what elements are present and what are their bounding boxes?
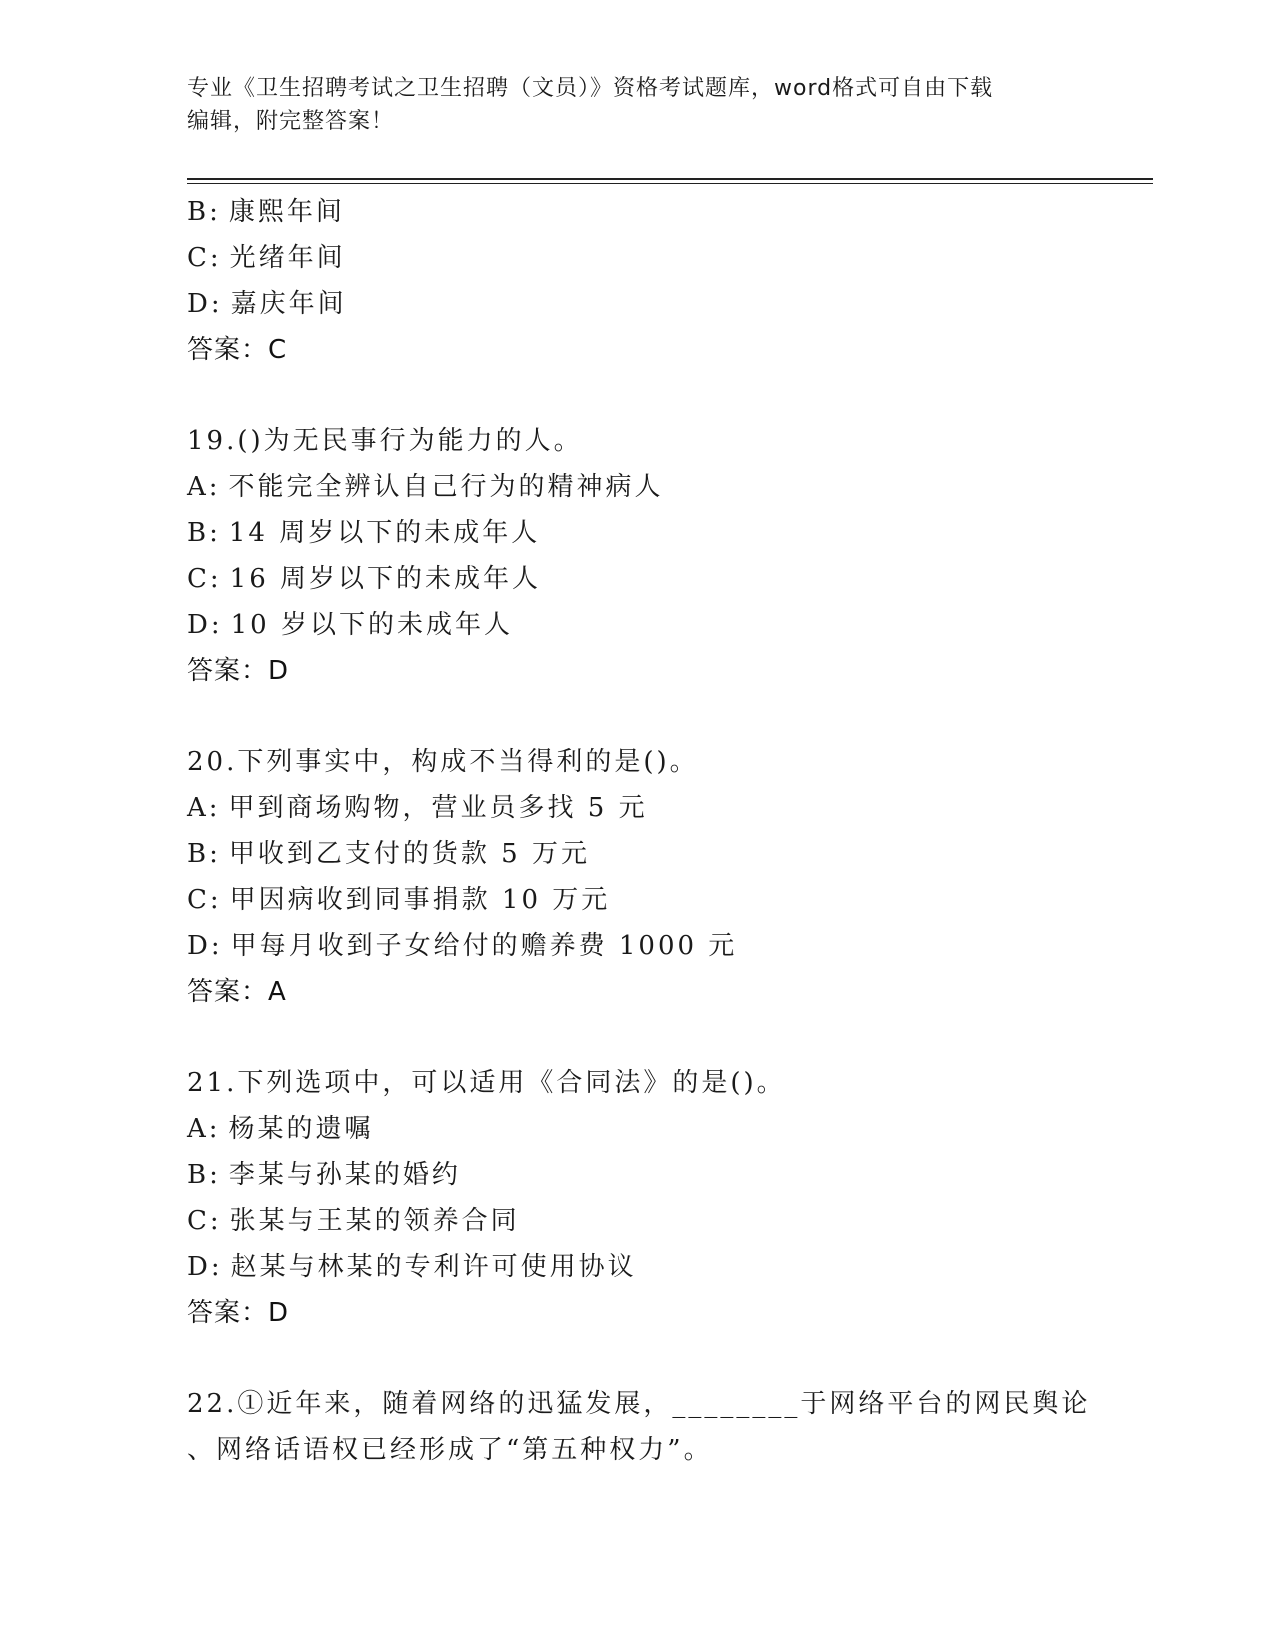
option-label: D:: [187, 931, 223, 961]
header-line-2: 编辑，附完整答案！: [187, 109, 395, 134]
option-text: 14 周岁以下的未成年人: [228, 518, 541, 548]
question-21: [187, 1060, 1087, 1336]
option-a: [187, 464, 1087, 510]
option-label: C:: [187, 243, 222, 273]
option-text: 康熙年间: [228, 197, 345, 227]
answer-line: 答案：D: [187, 656, 290, 686]
answer-line: 答案：C: [187, 335, 288, 365]
option-d: [187, 602, 1087, 648]
option-text: 16 周岁以下的未成年人: [229, 564, 542, 594]
option-d: [187, 1244, 1087, 1290]
option-label: A:: [187, 472, 221, 502]
option-text: 10 岁以下的未成年人: [230, 610, 513, 640]
answer-line: 答案：D: [187, 1298, 290, 1328]
option-d: [187, 923, 1087, 969]
option-c: [187, 556, 1087, 602]
question-stem-line-2: 、网络话语权已经形成了“第五种权力”。: [187, 1435, 713, 1465]
option-text: 甲因病收到同事捐款 10 万元: [229, 885, 611, 915]
option-label: B:: [187, 839, 221, 869]
option-text: 张某与王某的领养合同: [229, 1206, 520, 1236]
option-text: 不能完全辨认自己行为的精神病人: [228, 472, 664, 502]
option-label: D:: [187, 610, 223, 640]
answer-line: 答案：A: [187, 977, 287, 1007]
option-label: C:: [187, 1206, 222, 1236]
option-label: C:: [187, 885, 222, 915]
option-c: [187, 1198, 1087, 1244]
option-text: 甲收到乙支付的货款 5 万元: [228, 839, 590, 869]
option-b: [187, 1152, 1087, 1198]
option-b: [187, 510, 1087, 556]
question-20: [187, 739, 1087, 1015]
option-text: 甲到商场购物，营业员多找 5 元: [228, 793, 648, 823]
option-label: D:: [187, 289, 223, 319]
question-18-continued: [187, 189, 1087, 373]
document-header: [187, 72, 1087, 138]
question-list: [187, 189, 1091, 1473]
question-stem: 19.()为无民事行为能力的人。: [187, 426, 583, 456]
option-a: [187, 785, 1087, 831]
option-a: [187, 1106, 1087, 1152]
option-c: [187, 877, 1087, 923]
option-label: A:: [187, 793, 221, 823]
header-divider-thick: [187, 178, 1153, 180]
option-label: D:: [187, 1252, 223, 1282]
option-text: 李某与孙某的婚约: [228, 1160, 461, 1190]
question-stem: 20.下列事实中，构成不当得利的是()。: [187, 747, 699, 777]
option-text: 赵某与林某的专利许可使用协议: [230, 1252, 637, 1282]
question-19: [187, 418, 1087, 694]
question-stem-line-1: 22.①近年来，随着网络的迅猛发展，________于网络平台的网民舆论: [187, 1389, 1091, 1419]
option-b: [187, 189, 1087, 235]
option-label: B:: [187, 197, 221, 227]
option-text: 杨某的遗嘱: [228, 1114, 374, 1144]
option-text: 光绪年间: [229, 243, 346, 273]
option-b: [187, 831, 1087, 877]
option-label: C:: [187, 564, 222, 594]
option-label: B:: [187, 518, 221, 548]
header-line-1: 专业《卫生招聘考试之卫生招聘（文员）》资格考试题库，word格式可自由下载: [187, 76, 994, 101]
question-stem: 21.下列选项中，可以适用《合同法》的是()。: [187, 1068, 786, 1098]
option-c: [187, 235, 1087, 281]
option-label: A:: [187, 1114, 221, 1144]
option-d: [187, 281, 1087, 327]
header-divider-thin: [187, 183, 1153, 184]
option-text: 甲每月收到子女给付的赡养费 1000 元: [230, 931, 738, 961]
option-label: B:: [187, 1160, 221, 1190]
question-22: [187, 1381, 1091, 1473]
option-text: 嘉庆年间: [230, 289, 347, 319]
